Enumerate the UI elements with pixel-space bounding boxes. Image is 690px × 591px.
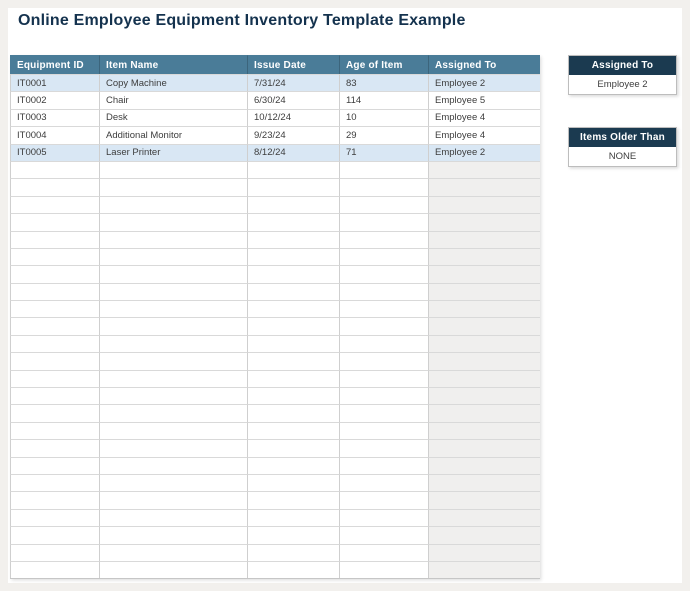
- items-older-than-value[interactable]: NONE: [569, 147, 676, 166]
- cell-issue-date[interactable]: [247, 526, 339, 543]
- cell-item-name[interactable]: [99, 213, 247, 230]
- cell-age-of-item[interactable]: [339, 283, 428, 300]
- cell-age-of-item[interactable]: [339, 491, 428, 508]
- cell-age-of-item[interactable]: [339, 457, 428, 474]
- cell-age-of-item[interactable]: [339, 300, 428, 317]
- table-row-empty: [10, 457, 539, 474]
- cell-age-of-item[interactable]: [339, 544, 428, 561]
- cell-issue-date[interactable]: [247, 265, 339, 282]
- cell-age-of-item[interactable]: [339, 404, 428, 421]
- cell-issue-date[interactable]: [247, 300, 339, 317]
- table-row-empty: [10, 265, 539, 282]
- cell-item-name[interactable]: Chair: [99, 91, 247, 108]
- cell-item-name[interactable]: [99, 491, 247, 508]
- cell-issue-date[interactable]: [247, 491, 339, 508]
- cell-equipment-id[interactable]: [10, 387, 99, 404]
- cell-age-of-item[interactable]: 114: [339, 91, 428, 108]
- table-body: [10, 74, 539, 578]
- table-row-it0003: [10, 109, 539, 126]
- cell-assigned-to[interactable]: [428, 474, 540, 491]
- cell-assigned-to[interactable]: [428, 196, 540, 213]
- cell-equipment-id[interactable]: IT0005: [10, 144, 99, 161]
- cell-assigned-to[interactable]: [428, 300, 540, 317]
- cell-issue-date[interactable]: [247, 335, 339, 352]
- cell-assigned-to[interactable]: [428, 283, 540, 300]
- cell-equipment-id[interactable]: [10, 474, 99, 491]
- cell-assigned-to[interactable]: [428, 509, 540, 526]
- table-row-empty: [10, 352, 539, 369]
- cell-item-name[interactable]: Desk: [99, 109, 247, 126]
- column-header-equipment-id: Equipment ID: [10, 55, 99, 74]
- cell-equipment-id[interactable]: [10, 526, 99, 543]
- cell-assigned-to[interactable]: [428, 161, 540, 178]
- cell-age-of-item[interactable]: [339, 335, 428, 352]
- cell-issue-date[interactable]: [247, 352, 339, 369]
- assigned-to-filter-panel: [568, 55, 677, 95]
- cell-age-of-item[interactable]: [339, 509, 428, 526]
- assigned-to-filter-value[interactable]: Employee 2: [569, 75, 676, 94]
- cell-age-of-item[interactable]: [339, 178, 428, 195]
- cell-age-of-item[interactable]: [339, 526, 428, 543]
- table-row-empty: [10, 248, 539, 265]
- cell-assigned-to[interactable]: [428, 544, 540, 561]
- cell-equipment-id[interactable]: [10, 213, 99, 230]
- cell-item-name[interactable]: [99, 283, 247, 300]
- cell-assigned-to[interactable]: [428, 213, 540, 230]
- cell-equipment-id[interactable]: [10, 178, 99, 195]
- cell-assigned-to[interactable]: Employee 4: [428, 109, 540, 126]
- cell-issue-date[interactable]: [247, 283, 339, 300]
- cell-equipment-id[interactable]: [10, 439, 99, 456]
- cell-assigned-to[interactable]: [428, 317, 540, 334]
- cell-age-of-item[interactable]: 29: [339, 126, 428, 143]
- cell-item-name[interactable]: [99, 317, 247, 334]
- cell-assigned-to[interactable]: Employee 2: [428, 144, 540, 161]
- cell-assigned-to[interactable]: [428, 231, 540, 248]
- cell-assigned-to[interactable]: Employee 5: [428, 91, 540, 108]
- table-row-empty: [10, 335, 539, 352]
- cell-issue-date[interactable]: [247, 422, 339, 439]
- cell-age-of-item[interactable]: [339, 370, 428, 387]
- cell-assigned-to[interactable]: [428, 561, 540, 578]
- cell-equipment-id[interactable]: [10, 265, 99, 282]
- cell-item-name[interactable]: [99, 509, 247, 526]
- cell-equipment-id[interactable]: [10, 196, 99, 213]
- cell-issue-date[interactable]: [247, 196, 339, 213]
- cell-assigned-to[interactable]: Employee 2: [428, 74, 540, 91]
- cell-equipment-id[interactable]: IT0002: [10, 91, 99, 108]
- cell-item-name[interactable]: [99, 335, 247, 352]
- cell-item-name[interactable]: [99, 387, 247, 404]
- table-row-empty: [10, 300, 539, 317]
- cell-item-name[interactable]: Laser Printer: [99, 144, 247, 161]
- cell-item-name[interactable]: [99, 404, 247, 421]
- cell-issue-date[interactable]: [247, 231, 339, 248]
- inventory-table: [10, 55, 540, 579]
- table-row-empty: [10, 283, 539, 300]
- cell-age-of-item[interactable]: [339, 317, 428, 334]
- cell-item-name[interactable]: [99, 161, 247, 178]
- cell-age-of-item[interactable]: 83: [339, 74, 428, 91]
- cell-issue-date[interactable]: [247, 509, 339, 526]
- table-row-it0001: [10, 74, 539, 91]
- cell-assigned-to[interactable]: [428, 439, 540, 456]
- items-older-than-header: Items Older Than: [569, 128, 676, 147]
- cell-issue-date[interactable]: 6/30/24: [247, 91, 339, 108]
- cell-equipment-id[interactable]: [10, 248, 99, 265]
- table-row-empty: [10, 404, 539, 421]
- cell-assigned-to[interactable]: Employee 4: [428, 126, 540, 143]
- cell-equipment-id[interactable]: [10, 544, 99, 561]
- cell-assigned-to[interactable]: [428, 387, 540, 404]
- cell-item-name[interactable]: Additional Monitor: [99, 126, 247, 143]
- column-header-assigned-to: Assigned To: [428, 55, 540, 74]
- cell-age-of-item[interactable]: 71: [339, 144, 428, 161]
- assigned-to-filter-header: Assigned To: [569, 56, 676, 75]
- cell-item-name[interactable]: [99, 457, 247, 474]
- cell-issue-date[interactable]: [247, 317, 339, 334]
- table-row-empty: [10, 491, 539, 508]
- cell-item-name[interactable]: [99, 231, 247, 248]
- cell-issue-date[interactable]: [247, 439, 339, 456]
- cell-equipment-id[interactable]: IT0004: [10, 126, 99, 143]
- table-row-empty: [10, 161, 539, 178]
- cell-assigned-to[interactable]: [428, 248, 540, 265]
- cell-item-name[interactable]: [99, 196, 247, 213]
- cell-age-of-item[interactable]: [339, 352, 428, 369]
- cell-assigned-to[interactable]: [428, 491, 540, 508]
- table-row-empty: [10, 544, 539, 561]
- cell-issue-date[interactable]: [247, 544, 339, 561]
- table-row-it0005: [10, 144, 539, 161]
- cell-item-name[interactable]: [99, 544, 247, 561]
- table-row-empty: [10, 439, 539, 456]
- column-header-item-name: Item Name: [99, 55, 247, 74]
- cell-assigned-to[interactable]: [428, 178, 540, 195]
- column-header-age-of-item: Age of Item: [339, 55, 428, 74]
- table-row-empty: [10, 474, 539, 491]
- cell-item-name[interactable]: [99, 265, 247, 282]
- cell-equipment-id[interactable]: [10, 161, 99, 178]
- cell-item-name[interactable]: Copy Machine: [99, 74, 247, 91]
- table-row-empty: [10, 422, 539, 439]
- cell-assigned-to[interactable]: [428, 422, 540, 439]
- cell-issue-date[interactable]: [247, 387, 339, 404]
- cell-item-name[interactable]: [99, 370, 247, 387]
- cell-issue-date[interactable]: 10/12/24: [247, 109, 339, 126]
- table-row-empty: [10, 387, 539, 404]
- cell-equipment-id[interactable]: [10, 300, 99, 317]
- cell-item-name[interactable]: [99, 474, 247, 491]
- cell-equipment-id[interactable]: [10, 561, 99, 578]
- cell-equipment-id[interactable]: [10, 370, 99, 387]
- table-header-row: [10, 55, 539, 74]
- cell-issue-date[interactable]: [247, 561, 339, 578]
- cell-item-name[interactable]: [99, 178, 247, 195]
- cell-age-of-item[interactable]: [339, 213, 428, 230]
- cell-issue-date[interactable]: [247, 404, 339, 421]
- cell-issue-date[interactable]: [247, 248, 339, 265]
- cell-item-name[interactable]: [99, 526, 247, 543]
- cell-issue-date[interactable]: 7/31/24: [247, 74, 339, 91]
- table-row-empty: [10, 561, 539, 578]
- cell-item-name[interactable]: [99, 422, 247, 439]
- table-row-empty: [10, 370, 539, 387]
- cell-assigned-to[interactable]: [428, 457, 540, 474]
- cell-equipment-id[interactable]: [10, 457, 99, 474]
- cell-age-of-item[interactable]: [339, 439, 428, 456]
- cell-equipment-id[interactable]: [10, 352, 99, 369]
- cell-issue-date[interactable]: 9/23/24: [247, 126, 339, 143]
- cell-item-name[interactable]: [99, 439, 247, 456]
- cell-issue-date[interactable]: [247, 457, 339, 474]
- cell-issue-date[interactable]: [247, 370, 339, 387]
- table-row-empty: [10, 196, 539, 213]
- table-row-empty: [10, 526, 539, 543]
- cell-age-of-item[interactable]: [339, 265, 428, 282]
- cell-assigned-to[interactable]: [428, 370, 540, 387]
- cell-issue-date[interactable]: [247, 161, 339, 178]
- cell-item-name[interactable]: [99, 248, 247, 265]
- cell-age-of-item[interactable]: [339, 387, 428, 404]
- page-title: Online Employee Equipment Inventory Template Example: [18, 12, 466, 29]
- cell-assigned-to[interactable]: [428, 526, 540, 543]
- cell-equipment-id[interactable]: [10, 335, 99, 352]
- cell-equipment-id[interactable]: [10, 422, 99, 439]
- column-header-issue-date: Issue Date: [247, 55, 339, 74]
- cell-assigned-to[interactable]: [428, 404, 540, 421]
- cell-equipment-id[interactable]: [10, 404, 99, 421]
- cell-age-of-item[interactable]: [339, 561, 428, 578]
- cell-age-of-item[interactable]: [339, 248, 428, 265]
- cell-equipment-id[interactable]: IT0001: [10, 74, 99, 91]
- cell-equipment-id[interactable]: [10, 231, 99, 248]
- cell-item-name[interactable]: [99, 352, 247, 369]
- cell-equipment-id[interactable]: IT0003: [10, 109, 99, 126]
- cell-age-of-item[interactable]: [339, 161, 428, 178]
- cell-age-of-item[interactable]: [339, 422, 428, 439]
- cell-age-of-item[interactable]: [339, 231, 428, 248]
- table-row-empty: [10, 178, 539, 195]
- cell-equipment-id[interactable]: [10, 317, 99, 334]
- table-row-it0002: [10, 91, 539, 108]
- cell-equipment-id[interactable]: [10, 509, 99, 526]
- cell-assigned-to[interactable]: [428, 352, 540, 369]
- cell-age-of-item[interactable]: [339, 196, 428, 213]
- cell-age-of-item[interactable]: 10: [339, 109, 428, 126]
- cell-age-of-item[interactable]: [339, 474, 428, 491]
- table-row-empty: [10, 509, 539, 526]
- table-row-empty: [10, 231, 539, 248]
- cell-item-name[interactable]: [99, 561, 247, 578]
- cell-assigned-to[interactable]: [428, 265, 540, 282]
- cell-issue-date[interactable]: [247, 474, 339, 491]
- items-older-than-panel: [568, 127, 677, 167]
- cell-issue-date[interactable]: [247, 213, 339, 230]
- cell-assigned-to[interactable]: [428, 335, 540, 352]
- cell-equipment-id[interactable]: [10, 491, 99, 508]
- cell-issue-date[interactable]: 8/12/24: [247, 144, 339, 161]
- cell-item-name[interactable]: [99, 300, 247, 317]
- table-row-it0004: [10, 126, 539, 143]
- cell-equipment-id[interactable]: [10, 283, 99, 300]
- cell-issue-date[interactable]: [247, 178, 339, 195]
- table-row-empty: [10, 213, 539, 230]
- table-row-empty: [10, 317, 539, 334]
